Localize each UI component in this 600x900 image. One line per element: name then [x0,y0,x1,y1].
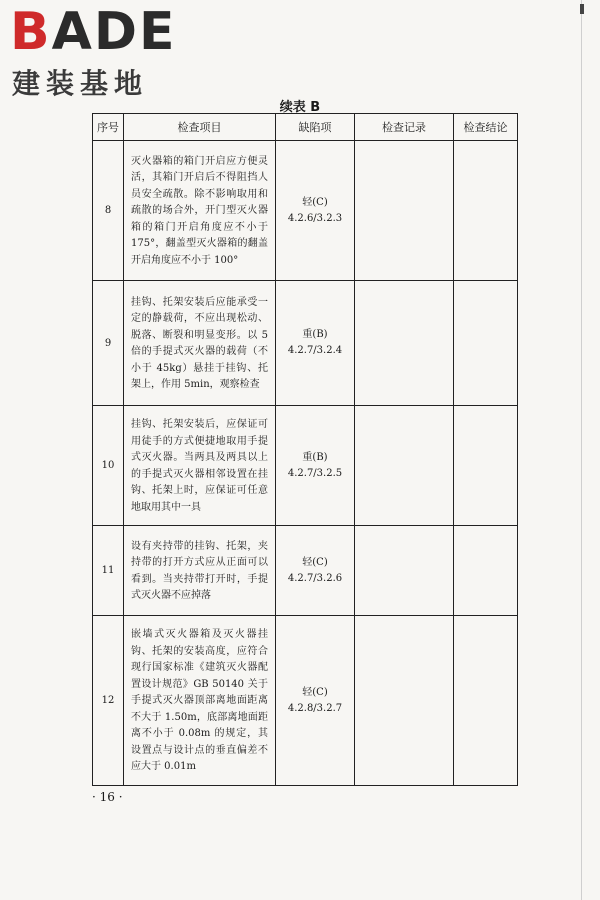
defect-clause: 4.2.7/3.2.5 [287,467,343,479]
row-inspection-item: 灭火器箱的箱门开启应方便灵活，其箱门开启后不得阻挡人员安全疏散。除不影响取用和疏散的场合外，开门型灭火器箱的箱门开启角度应不小于 175°，翻盖型灭火器箱的翻盖开启角度应不小于 100° [124,141,276,281]
defect-clause: 4.2.8/3.2.7 [287,702,343,714]
header-inspection-item: 检查项目 [124,114,276,141]
header-inspection-record: 检查记录 [355,114,454,141]
row-record-cell [355,406,454,526]
row-conclusion-cell [454,281,518,406]
inspection-table [92,113,518,786]
defect-level: 轻(C) [302,556,328,568]
defect-level: 重(B) [302,329,328,340]
header-inspection-conclusion: 检查结论 [454,114,518,141]
table-row [93,281,518,406]
header-defect-level: 缺陷项 [276,114,355,141]
logo-wordmark: BADE [10,2,177,62]
row-conclusion-cell [454,406,518,526]
table-row [93,406,518,526]
table-row [93,526,518,616]
row-conclusion-cell [454,526,518,616]
bade-logo [10,4,180,100]
table-header-row [93,114,518,141]
table-title: 续表 B [279,100,321,115]
row-inspection-item: 设有夹持带的挂钩、托架，夹持带的打开方式应从正面可以看到。当夹持带打开时，手提式灭火器不应掉落 [124,526,276,616]
row-number: 12 [93,616,124,786]
row-record-cell [355,616,454,786]
row-record-cell [355,281,454,406]
row-conclusion-cell [454,616,518,786]
row-inspection-item: 嵌墙式灭火器箱及灭火器挂钩、托架的安装高度，应符合现行国家标准《建筑灭火器配置设计规范》GB 50140 关于手提式灭火器顶部离地面距离不大于 1.50m，底部离地面距离不小于 0.08m 的规定，其设置点与设计点的垂直偏差不应大于 0.01m [124,616,276,786]
row-defect [276,141,355,281]
row-number: 9 [93,281,124,406]
row-defect [276,406,355,526]
row-record-cell [355,141,454,281]
row-record-cell [355,526,454,616]
defect-clause: 4.2.7/3.2.6 [287,572,343,584]
defect-level: 轻(C) [302,686,328,698]
row-number: 8 [93,141,124,281]
page-number: · 16 · [92,790,123,804]
table-row [93,616,518,786]
row-inspection-item: 挂钩、托架安装后，应保证可用徒手的方式便捷地取用手提式灭火器。当两具及两具以上的手提式灭火器相邻设置在挂钩、托架上时，应保证可任意地取用其中一具 [124,406,276,526]
row-defect [276,281,355,406]
corner-mark [580,4,584,14]
row-number: 10 [93,406,124,526]
row-defect [276,616,355,786]
defect-clause: 4.2.7/3.2.4 [287,345,343,356]
defect-level: 轻(C) [302,196,328,208]
row-inspection-item: 挂钩、托架安装后应能承受一定的静载荷，不应出现松动、脱落、断裂和明显变形。以 5 倍的手提式灭火器的载荷（不小于 45kg）悬挂于挂钩、托架上，作用 5min，观察检查 [124,281,276,406]
row-conclusion-cell [454,141,518,281]
row-number: 11 [93,526,124,616]
defect-level: 重(B) [302,451,328,463]
defect-clause: 4.2.6/3.2.3 [287,212,343,224]
logo-subtitle: 建装基地 [12,67,149,100]
table-row [93,141,518,281]
header-serial-number: 序号 [93,114,124,141]
page-edge-line [581,0,582,900]
row-defect [276,526,355,616]
